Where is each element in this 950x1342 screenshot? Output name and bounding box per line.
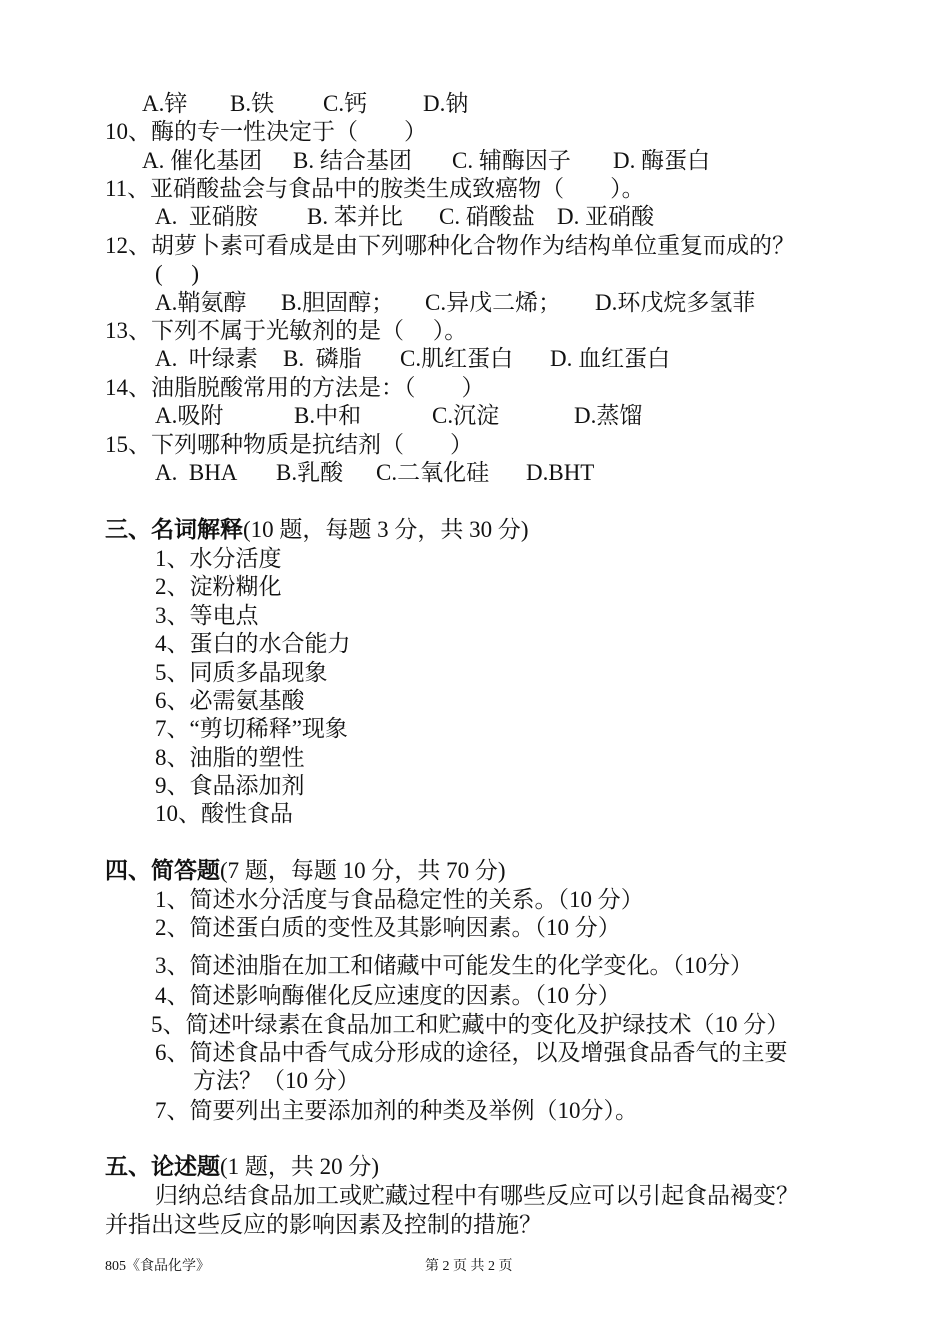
q11-option-b: B. 苯并比: [307, 204, 403, 229]
q15-option-d: D.BHT: [526, 460, 595, 485]
section-3-note: (10 题，每题 3 分，共 30 分): [243, 517, 529, 542]
section-5-note: (1 题，共 20 分): [220, 1154, 380, 1179]
q13-option-c: C.肌红蛋白: [400, 346, 514, 371]
section-4-title: [105, 857, 506, 885]
term-item: 10、酸性食品: [155, 801, 293, 826]
short-answer-item: 4、简述影响酶催化反应速度的因素。（10 分）: [155, 983, 621, 1008]
q13-stem: 13、下列不属于光敏剂的是（ ）。: [105, 318, 468, 343]
q10-option-c: C. 辅酶因子: [452, 148, 571, 173]
q10-option-d: D. 酶蛋白: [613, 148, 711, 173]
q15-option-a: A. BHA: [155, 460, 238, 485]
q11-stem: 11、亚硝酸盐会与食品中的胺类生成致癌物（ ）。: [105, 176, 645, 201]
section-5-title: [105, 1153, 379, 1181]
q15-option-b: B.乳酸: [276, 460, 344, 485]
short-answer-item-cont: 方法？（10 分）: [193, 1068, 360, 1093]
q12-option-b: B.胆固醇；: [281, 290, 395, 315]
short-answer-item: 3、简述油脂在加工和储藏中可能发生的化学变化。（10分）: [155, 953, 753, 978]
term-item: 6、必需氨基酸: [155, 688, 305, 713]
term-item: 8、油脂的塑性: [155, 745, 305, 770]
q9-option-c: C.钙: [323, 91, 368, 116]
short-answer-item: 6、简述食品中香气成分形成的途径，以及增强食品香气的主要: [155, 1040, 788, 1065]
term-item: 4、蛋白的水合能力: [155, 631, 351, 656]
q13-option-a: A. 叶绿素: [155, 346, 258, 371]
short-answer-item: 5、简述叶绿素在食品加工和贮藏中的变化及护绿技术（10 分）: [151, 1012, 790, 1037]
q14-option-d: D.蒸馏: [574, 403, 643, 428]
q14-option-a: A.吸附: [155, 403, 224, 428]
section-3-heading: 三、名词解释: [105, 517, 243, 542]
q13-option-d: D. 血红蛋白: [550, 346, 671, 371]
q9-option-b: B.铁: [230, 91, 275, 116]
term-item: 1、水分活度: [155, 546, 282, 571]
q14-option-c: C.沉淀: [432, 403, 500, 428]
term-item: 9、食品添加剂: [155, 773, 305, 798]
term-item: 7、“剪切稀释”现象: [155, 716, 348, 741]
section-5-heading: 五、论述题: [105, 1154, 220, 1179]
q12-option-a: A.鞘氨醇: [155, 290, 247, 315]
q14-stem: 14、油脂脱酸常用的方法是：（ ）: [105, 375, 485, 400]
section-3-title: [105, 516, 529, 544]
term-item: 3、等电点: [155, 603, 259, 628]
q10-stem: 10、酶的专一性决定于（ ）: [105, 119, 427, 144]
term-item: 5、同质多晶现象: [155, 660, 328, 685]
short-answer-item: 2、简述蛋白质的变性及其影响因素。（10 分）: [155, 915, 621, 940]
q13-option-b: B. 磷脂: [283, 346, 362, 371]
q11-option-a: A. 亚硝胺: [155, 204, 258, 229]
section-4-heading: 四、简答题: [105, 858, 220, 883]
q12-option-c: C.异戊二烯；: [425, 290, 562, 315]
section-4-note: (7 题，每题 10 分，共 70 分): [220, 858, 506, 883]
q12-option-d: D.环戊烷多氢菲: [595, 290, 756, 315]
short-answer-item: 7、简要列出主要添加剂的种类及举例（10分）。: [155, 1098, 638, 1123]
q12-stem-cont: ( ): [155, 261, 200, 286]
q10-option-a: A. 催化基团: [142, 148, 263, 173]
q11-option-c: C. 硝酸盐: [439, 204, 535, 229]
essay-question-line1: 归纳总结食品加工或贮藏过程中有哪些反应可以引起食品褐变？: [155, 1183, 799, 1208]
q12-stem: 12、胡萝卜素可看成是由下列哪种化合物作为结构单位重复而成的？: [105, 233, 795, 258]
q9-option-a: A.锌: [142, 91, 188, 116]
q10-option-b: B. 结合基团: [293, 148, 412, 173]
footer-page-number: 第 2 页 共 2 页: [425, 1259, 513, 1274]
term-item: 2、淀粉糊化: [155, 574, 282, 599]
essay-question-line2: 并指出这些反应的影响因素及控制的措施？: [105, 1212, 542, 1237]
q15-stem: 15、下列哪种物质是抗结剂（ ）: [105, 432, 473, 457]
q11-option-d: D. 亚硝酸: [557, 204, 655, 229]
short-answer-item: 1、简述水分活度与食品稳定性的关系。（10 分）: [155, 887, 644, 912]
q14-option-b: B.中和: [294, 403, 362, 428]
q15-option-c: C.二氧化硅: [376, 460, 490, 485]
q9-option-d: D.钠: [423, 91, 469, 116]
footer-course: 805《食品化学》: [105, 1259, 210, 1274]
